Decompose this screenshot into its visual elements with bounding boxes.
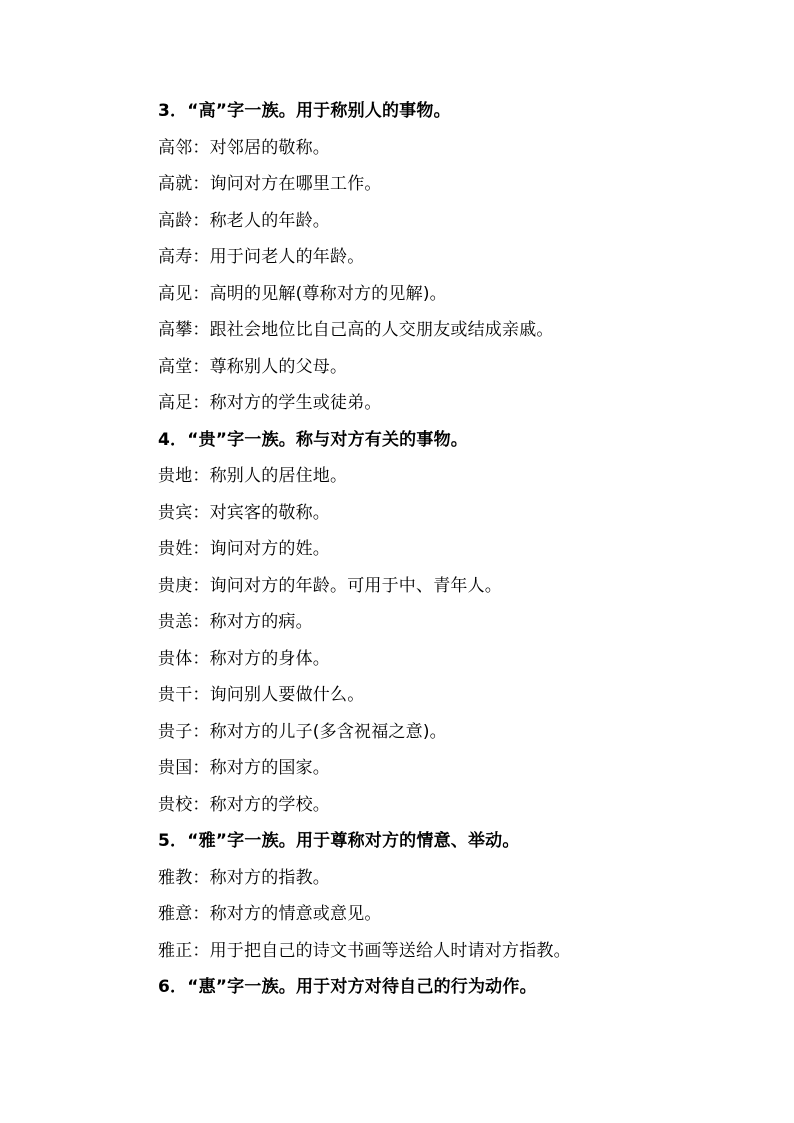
entry-guibin: 贵宾：对宾客的敬称。 — [158, 502, 330, 523]
entry-yazheng: 雅正：用于把自己的诗文书画等送给人时请对方指教。 — [158, 940, 571, 961]
section-heading-ya: 5．“雅”字一族。用于尊称对方的情意、举动。 — [158, 831, 520, 851]
entry-guiti: 贵体：称对方的身体。 — [158, 648, 330, 669]
document-body — [158, 93, 758, 1006]
entry-guiguo: 贵国：称对方的国家。 — [158, 758, 330, 778]
entry-gaoling: 高龄：称老人的年龄。 — [158, 210, 330, 231]
entry-gaolin: 高邻：对邻居的敬称。 — [158, 137, 330, 158]
entry-guixing: 贵姓：询问对方的姓。 — [158, 539, 330, 559]
entry-guixiao: 贵校：称对方的学校。 — [158, 794, 330, 815]
entry-gaozu: 高足：称对方的学生或徒弟。 — [158, 393, 382, 413]
entry-gaoshou: 高寿：用于问老人的年龄。 — [158, 247, 365, 267]
entry-guigan: 贵干：询问别人要做什么。 — [158, 685, 365, 705]
entry-yajiao: 雅教：称对方的指教。 — [158, 867, 330, 888]
section-heading-hui: 6．“惠”字一族。用于对方对待自己的行为动作。 — [158, 977, 537, 997]
entry-gaopan: 高攀：跟社会地位比自己高的人交朋友或结成亲戚。 — [158, 320, 554, 340]
section-heading-gui: 4．“贵”字一族。称与对方有关的事物。 — [158, 429, 468, 450]
entry-guiyang: 贵恙：称对方的病。 — [158, 612, 313, 632]
section-heading-gao: 3．“高”字一族。用于称别人的事物。 — [158, 101, 451, 121]
entry-yayi: 雅意：称对方的情意或意见。 — [158, 904, 382, 924]
entry-guidi: 贵地：称别人的居住地。 — [158, 466, 348, 486]
entry-gaotang: 高堂：尊称别人的父母。 — [158, 356, 348, 377]
entry-gaojian: 高见：高明的见解(尊称对方的见解)。 — [158, 283, 447, 304]
entry-guizi: 贵子：称对方的儿子(多含祝福之意)。 — [158, 721, 447, 742]
entry-guigeng: 贵庚：询问对方的年龄。可用于中、青年人。 — [158, 575, 502, 596]
entry-gaojiu: 高就：询问对方在哪里工作。 — [158, 174, 382, 194]
